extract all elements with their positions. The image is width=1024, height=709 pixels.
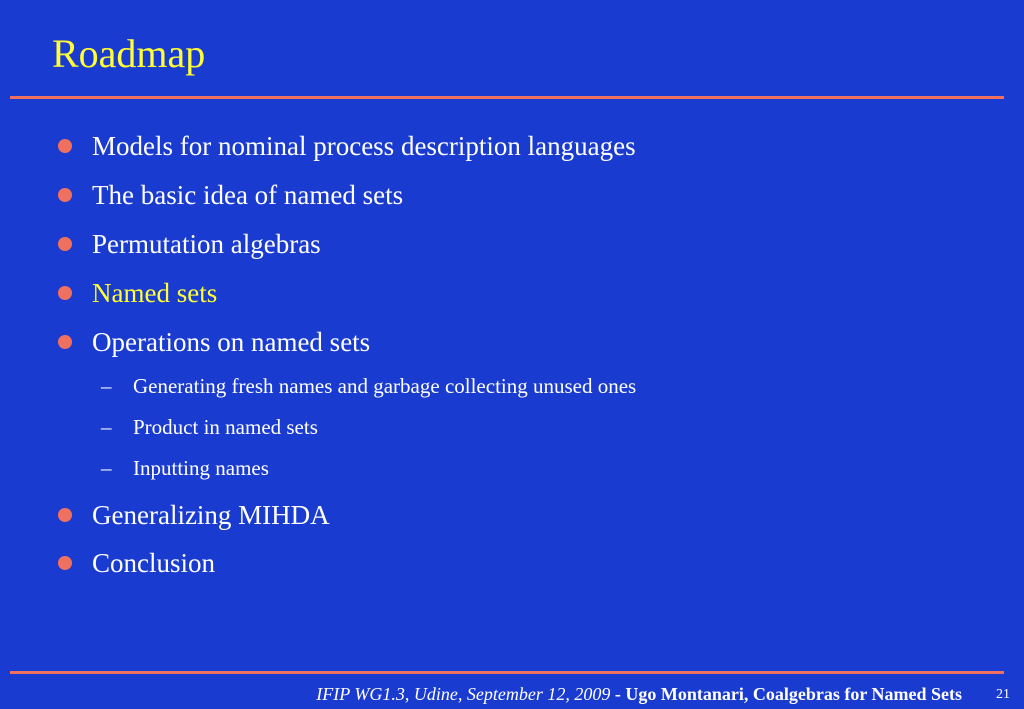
page-number: 21 bbox=[996, 687, 1010, 702]
sub-item-1 bbox=[101, 371, 636, 401]
bullet-text: The basic idea of named sets bbox=[92, 180, 404, 210]
sub-item-text: Product in named sets bbox=[133, 415, 318, 439]
dash-icon: – bbox=[101, 455, 112, 480]
bullet-dot-icon bbox=[58, 556, 72, 570]
bullet-dot-icon bbox=[58, 139, 72, 153]
sub-item-text: Inputting names bbox=[133, 456, 269, 480]
bullet-item-1 bbox=[52, 128, 636, 164]
sub-item-3 bbox=[101, 453, 269, 483]
bullet-dot-icon bbox=[58, 188, 72, 202]
bullet-item-2 bbox=[52, 177, 403, 213]
bullet-item-6 bbox=[52, 497, 330, 533]
sub-item-text: Generating fresh names and garbage collecting unused ones bbox=[133, 374, 637, 398]
bullet-text: Generalizing MIHDA bbox=[92, 500, 330, 530]
bullet-text: Conclusion bbox=[92, 548, 216, 578]
slide-footer bbox=[0, 676, 1024, 709]
footer-divider bbox=[10, 671, 1004, 674]
dash-icon: – bbox=[101, 373, 112, 398]
bullet-item-4-current bbox=[52, 275, 217, 311]
bullet-text: Operations on named sets bbox=[92, 327, 371, 357]
dash-icon: – bbox=[101, 414, 112, 439]
footer-conference: IFIP WG1.3, Udine, September 12, 2009 bbox=[316, 684, 611, 704]
bullet-dot-icon bbox=[58, 237, 72, 251]
bullet-item-7 bbox=[52, 545, 215, 581]
footer-author-title: Ugo Montanari, Coalgebras for Named Sets bbox=[625, 684, 962, 704]
bullet-item-3 bbox=[52, 226, 321, 262]
bullet-dot-icon bbox=[58, 286, 72, 300]
bullet-dot-icon bbox=[58, 335, 72, 349]
bullet-text: Permutation algebras bbox=[92, 229, 321, 259]
bullet-text: Models for nominal process description languages bbox=[92, 131, 636, 161]
bullet-item-5 bbox=[52, 324, 370, 360]
bullet-dot-icon bbox=[58, 508, 72, 522]
footer-citation bbox=[316, 682, 962, 706]
bullet-text: Named sets bbox=[92, 278, 218, 308]
footer-separator: - bbox=[610, 684, 626, 704]
slide-title: Roadmap bbox=[52, 31, 206, 76]
sub-item-2 bbox=[101, 412, 318, 442]
